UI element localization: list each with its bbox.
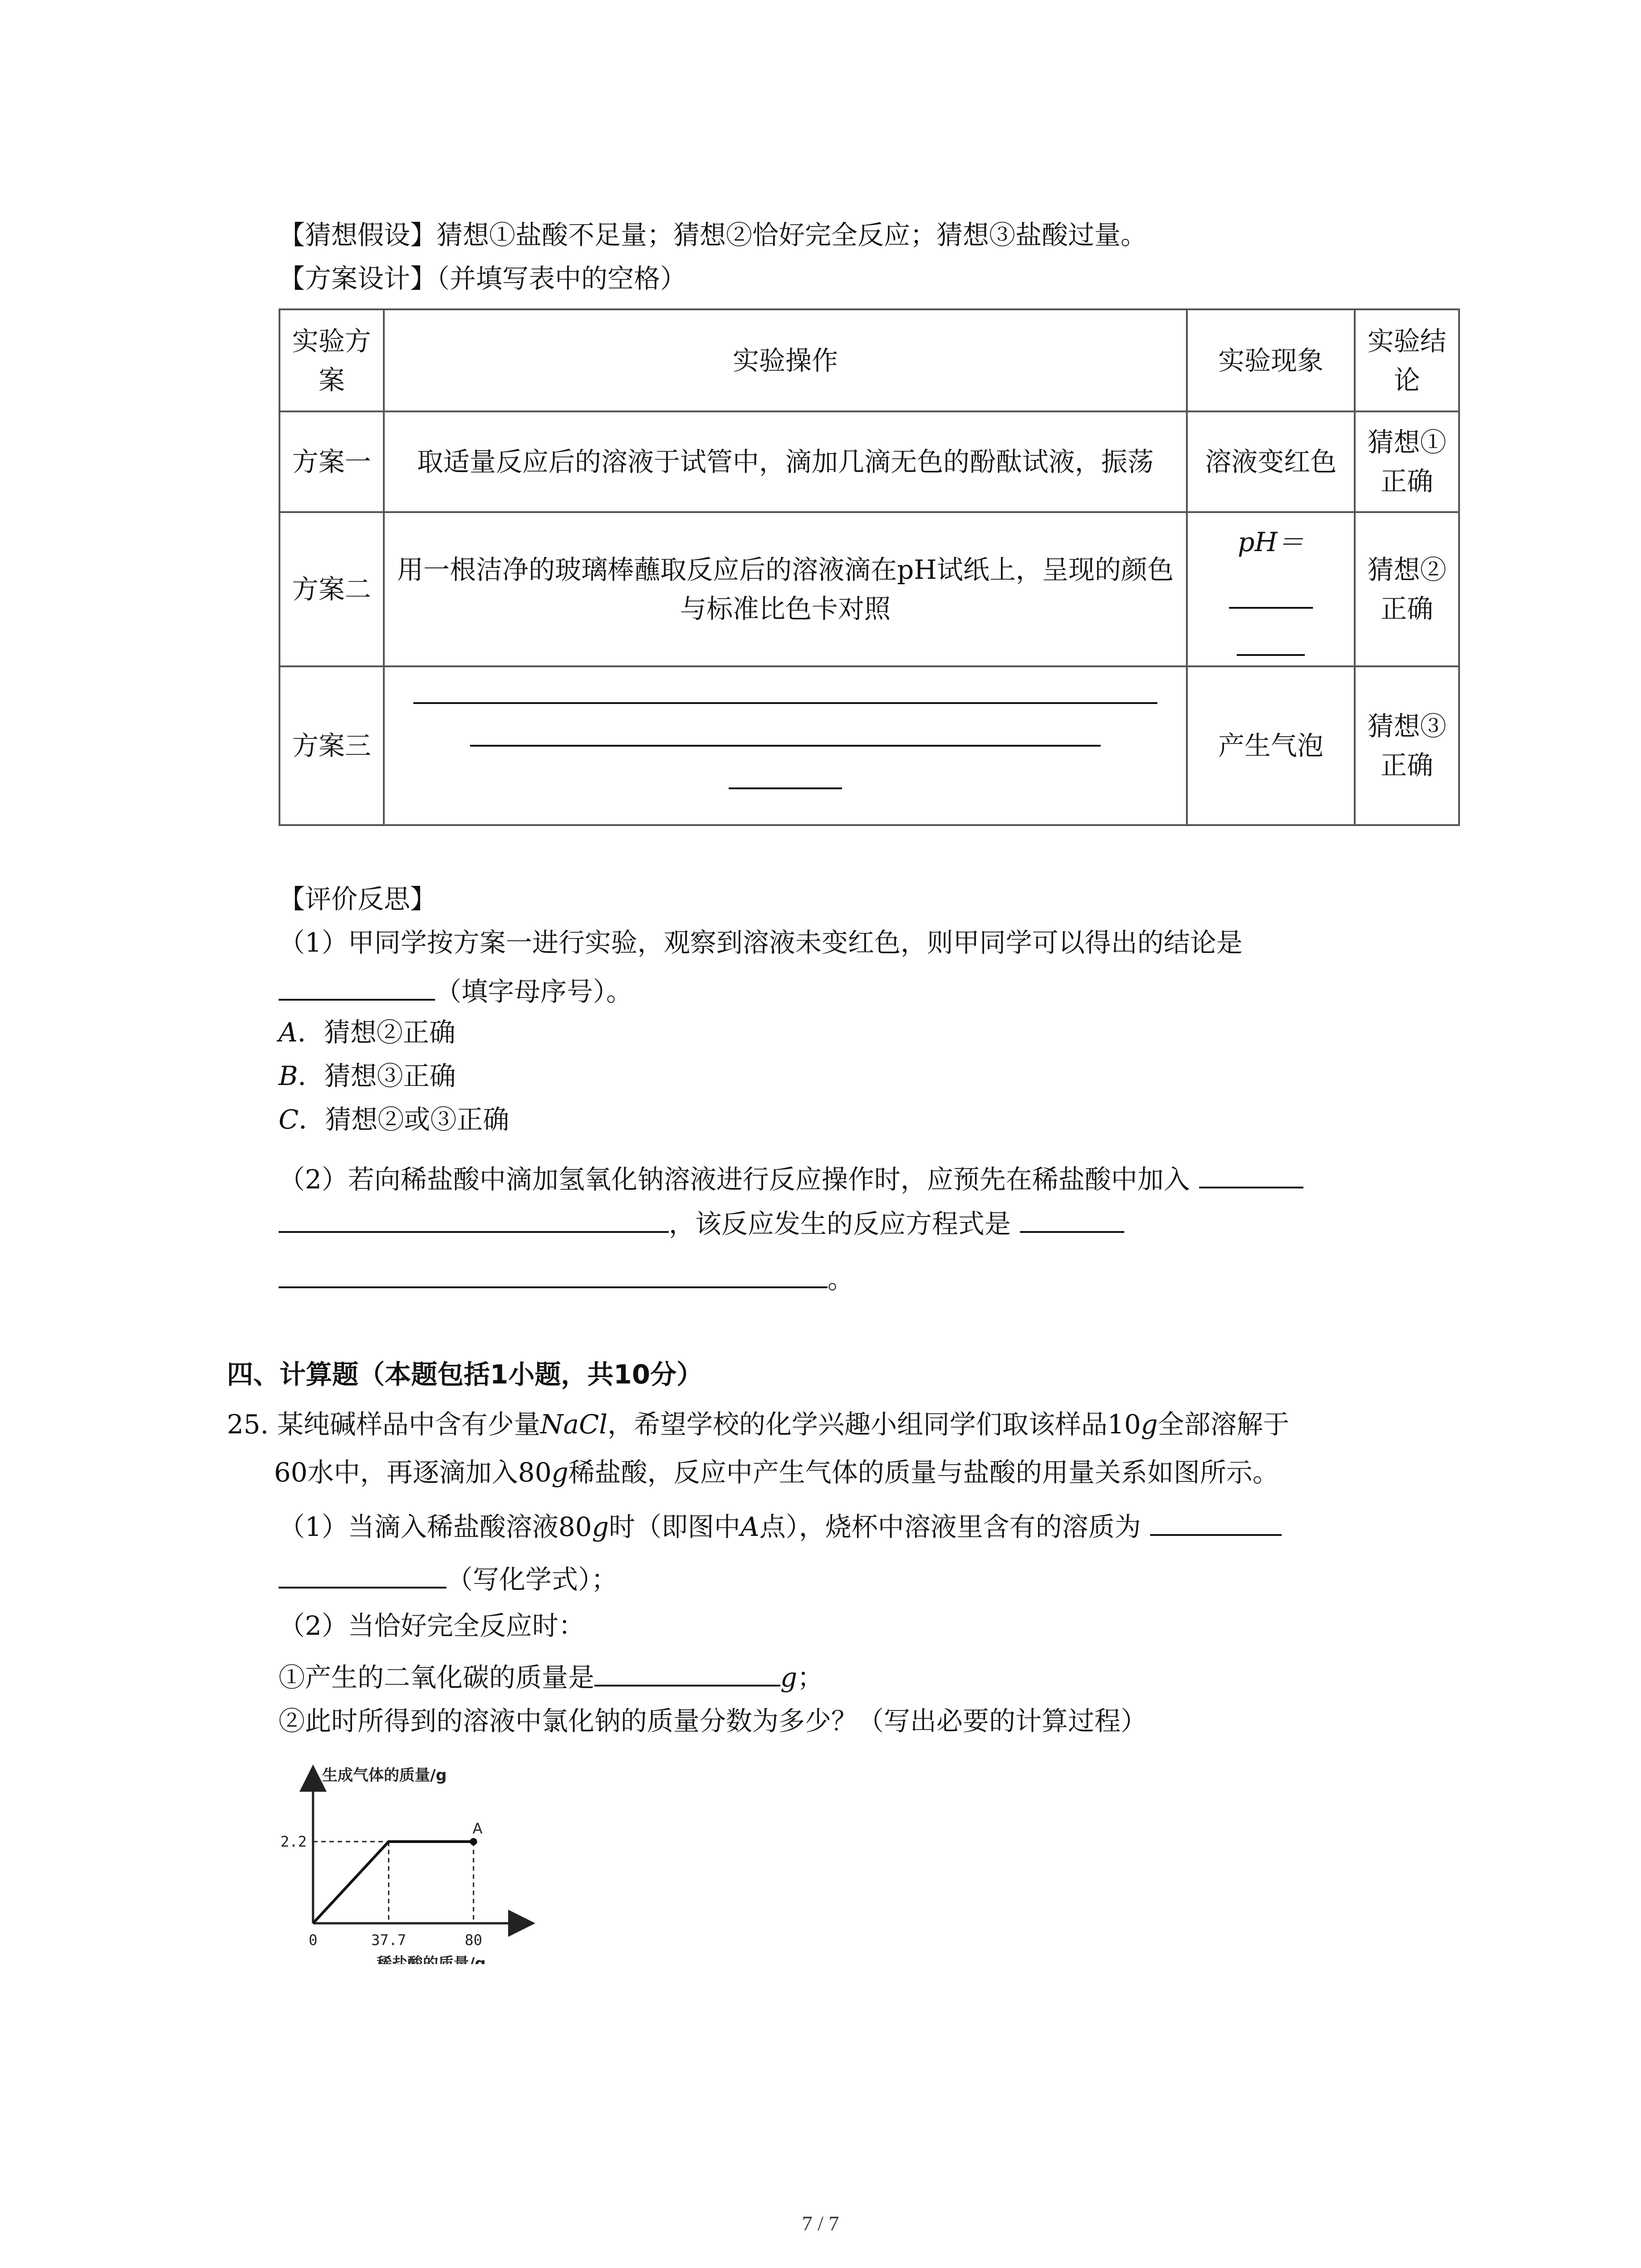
plan-cell: 方案一	[279, 411, 384, 512]
gas-mass-chart	[272, 1746, 544, 1966]
experiment-table	[279, 308, 1460, 826]
table-header-row	[279, 309, 1459, 411]
answer-blank[interactable]	[1229, 607, 1313, 609]
data-line	[313, 1842, 474, 1923]
table-header-cell: 实验操作	[384, 309, 1187, 411]
hypothesis-line: 【猜想假设】猜想①盐酸不足量；猜想②恰好完全反应；猜想③盐酸过量。	[279, 220, 1147, 250]
evaluation-q2-end: 。	[279, 1260, 854, 1295]
answer-blank[interactable]	[594, 1658, 780, 1686]
table-header-cell: 实验方案	[279, 309, 384, 411]
answer-blank[interactable]	[1199, 1160, 1303, 1188]
q25-sub2: （2）当恰好完全反应时：	[279, 1610, 585, 1641]
conclusion-cell: 猜想②正确	[1355, 512, 1459, 666]
phenomenon-cell	[1187, 512, 1355, 666]
section-4-heading: 四、计算题（本题包括1小题，共10分）	[227, 1359, 703, 1390]
table-row	[279, 666, 1459, 825]
x-tick-label: 37.7	[371, 1931, 407, 1949]
evaluation-q1-tail: （填字母序号）。	[279, 973, 632, 1008]
page-number: 7 / 7	[802, 2212, 839, 2235]
q25-sub1: （1）当滴入稀盐酸溶液80g时（即图中A点），烧杯中溶液里含有的溶质为	[279, 1508, 1282, 1543]
answer-blank[interactable]	[1237, 654, 1305, 656]
operation-cell: 取适量反应后的溶液于试管中，滴加几滴无色的酚酞试液，振荡	[384, 411, 1187, 512]
q25-line2: 60水中，再逐滴加入80g稀盐酸，反应中产生气体的质量与盐酸的用量关系如图所示。	[274, 1457, 1279, 1488]
plan-cell: 方案二	[279, 512, 384, 666]
x-tick-label: 0	[309, 1931, 318, 1949]
evaluation-q2: （2）若向稀盐酸中滴加氢氧化钠溶液进行反应操作时，应预先在稀盐酸中加入	[279, 1160, 1303, 1196]
evaluation-title: 【评价反思】	[279, 884, 437, 914]
q25-sub2-2: ②此时所得到的溶液中氯化钠的质量分数为多少？（写出必要的计算过程）	[279, 1706, 1147, 1736]
evaluation-q2-mid: ，该反应发生的反应方程式是	[279, 1205, 1124, 1240]
answer-blank[interactable]	[470, 745, 1101, 747]
y-axis-label: 生成气体的质量/g	[322, 1766, 447, 1784]
answer-blank[interactable]	[1150, 1508, 1282, 1536]
operation-cell: 用一根洁净的玻璃棒蘸取反应后的溶液滴在pH试纸上，呈现的颜色与标准比色卡对照	[384, 512, 1187, 666]
answer-blank[interactable]	[1020, 1205, 1124, 1233]
plan-cell: 方案三	[279, 666, 384, 825]
answer-blank[interactable]	[279, 1205, 669, 1233]
conclusion-cell: 猜想③正确	[1355, 666, 1459, 825]
q25-line1: 25. 某纯碱样品中含有少量NaCl，希望学校的化学兴趣小组同学们取该样品10g全部溶解于	[227, 1409, 1289, 1440]
ph-label: pH＝	[1238, 527, 1304, 557]
table-header-cell: 实验结论	[1355, 309, 1459, 411]
conclusion-cell: 猜想①正确	[1355, 411, 1459, 512]
answer-blank[interactable]	[279, 1560, 446, 1589]
chart-svg	[272, 1746, 544, 1964]
phenomenon-cell: 产生气泡	[1187, 666, 1355, 825]
option-a: A．猜想②正确	[279, 1017, 456, 1048]
answer-blank[interactable]	[279, 1260, 828, 1288]
table-row	[279, 411, 1459, 512]
option-b: B．猜想③正确	[279, 1061, 456, 1091]
x-tick-label: 80	[465, 1931, 482, 1949]
point-a-label: A	[472, 1820, 483, 1837]
answer-blank[interactable]	[413, 702, 1157, 704]
q25-sub2-1: ①产生的二氧化碳的质量是 g；	[279, 1658, 823, 1694]
table-header-cell: 实验现象	[1187, 309, 1355, 411]
answer-blank[interactable]	[729, 787, 842, 789]
x-axis-label: 稀盐酸的质量/g	[377, 1955, 486, 1964]
q25-sub1-tail: （写化学式）；	[279, 1560, 617, 1596]
option-c: C．猜想②或③正确	[279, 1104, 509, 1135]
answer-blank[interactable]	[279, 973, 435, 1001]
design-line: 【方案设计】（并填写表中的空格）	[279, 263, 687, 294]
table-row	[279, 512, 1459, 666]
point-a	[470, 1838, 477, 1845]
phenomenon-cell: 溶液变红色	[1187, 411, 1355, 512]
operation-cell	[384, 666, 1187, 825]
evaluation-q1: （1）甲同学按方案一进行实验，观察到溶液未变红色，则甲同学可以得出的结论是	[279, 927, 1243, 958]
y-tick-label: 2.2	[280, 1833, 307, 1850]
